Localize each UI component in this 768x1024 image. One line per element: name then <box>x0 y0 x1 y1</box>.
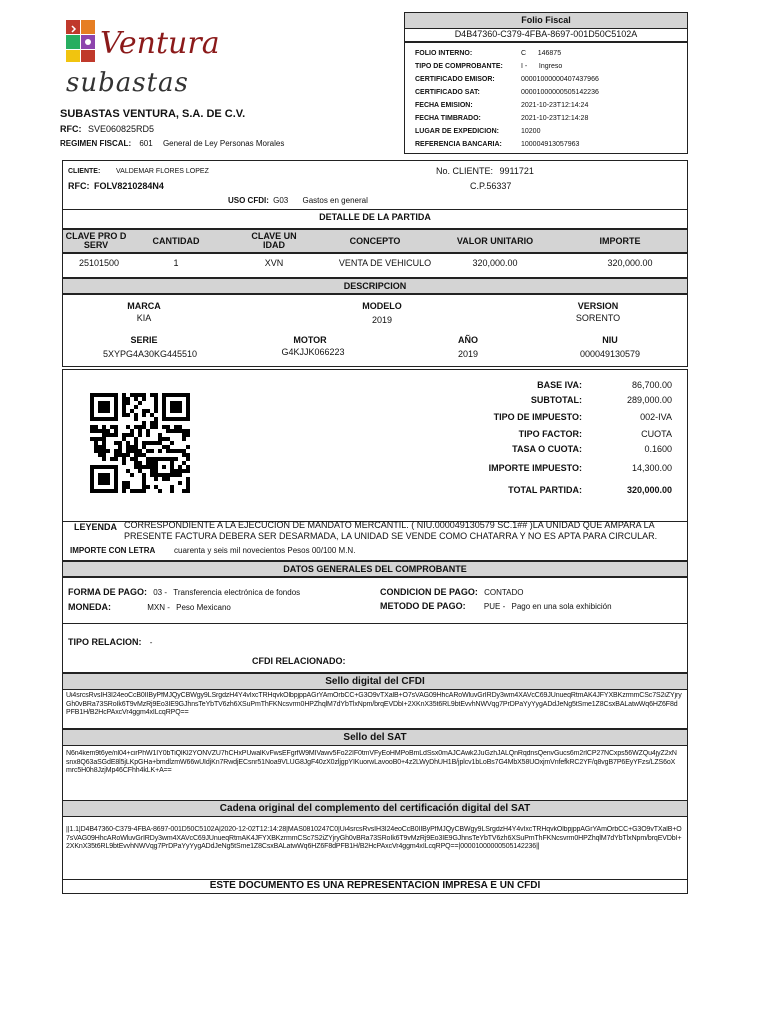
motor-value: G4KJJK066223 <box>281 347 345 357</box>
client-no <box>436 166 534 176</box>
forma-pago-code: 03 - <box>153 588 168 597</box>
folio-row-value: I - Ingreso <box>521 63 563 70</box>
metodo-pago-code: PUE - <box>483 602 506 611</box>
sello-sat-text: N6n4kem9t6ye/nl04+cirPhW1IY0bTiQlKl2YONVZU7hCHxPUwalKvFwsEFgrfW9MIVawv5Fo22IF0tmVFyEoHMPoBmLdSsx0mAJCAwk2JuGzhJALQnRqdnsQenvGucs6m2rlCP27NCxps56WZQu4jyZ2xNsnx8Q63aSGdE8l5jLKpGHa+bmdlzmW66wUIdjKn7RwdjECsnr51Noa9VLUG8JgF40zX0zljgpYIKuorwLavooB0+4z2LWyDhUH1B/jplcv1bLoBs7G4MbX58UOxjmVnfefkRC2YF/q8vgB7P6EyYFzs/LZS6oXmrc5H0h8JzjMp46CFhh4kLK+A== <box>66 750 677 774</box>
detalle-cell-importe: 320,000.00 <box>607 258 653 268</box>
tipo-relacion <box>68 637 152 647</box>
totals-label: TASA O CUOTA: <box>512 444 582 454</box>
totals-label: BASE IVA: <box>537 380 582 390</box>
detalle-cell-valor: 320,000.00 <box>472 258 518 268</box>
version-value: SORENTO <box>575 313 621 323</box>
folio-row-label: REFERENCIA BANCARIA: <box>415 141 502 148</box>
anio-value: 2019 <box>457 349 479 359</box>
condicion-pago <box>380 587 523 597</box>
logo-sub: subastas <box>66 68 189 98</box>
uso-cfdi-label: USO CFDI: <box>228 196 269 205</box>
folio-row <box>415 125 683 138</box>
rfc-value: SVE060825RD5 <box>88 124 155 134</box>
folio-row-value: 100004913057963 <box>521 141 580 148</box>
folio-row-label: TIPO DE COMPROBANTE: <box>415 63 503 70</box>
totals-value: CUOTA <box>641 429 672 439</box>
qr-code-icon <box>90 393 190 493</box>
moneda <box>68 602 231 612</box>
folio-row-label: LUGAR DE EXPEDICION: <box>415 128 500 135</box>
folio-row <box>415 86 683 99</box>
sello-cfdi-text: Ui4srcsRvsIH3I24eoCcB0IIByPfMJQyCBWgy9LSrgdzH4Y4vIxcTRHqvkOlbpjppAGrYAmOrbCC+G3O9vTXalB+O7sVAG09HhcARoWluvGrIRDy3wm4XAVcC69JUnueqRtmAK4JFYXBKzrmmCSc7S2iZYjryGh0vBRa73SRoIk6T9vMzRj9Eo3IE9GJhnsTeYbTV6zh6XSuPmThFKNcsvrm0HPZhqlM7dYbTlxNpm/brqEVDbI+2XKnX35t6RL9btEvvhNWVqg7PrDPaYyYygADdJeNg5tSme1Z8CsxBALatwWq6HZ6F8dPFB1H/B2HcPAxcVr4ggm4xILcqRPQ== <box>66 692 682 716</box>
tipo-relacion-value: - <box>149 638 153 647</box>
sello-cfdi-title: Sello digital del CFDI <box>62 673 688 690</box>
detalle-header-concepto: CONCEPTO <box>349 236 401 246</box>
uso-cfdi-code: G03 <box>273 196 289 205</box>
client-no-label: No. CLIENTE: <box>436 166 494 176</box>
issuer-name: SUBASTAS VENTURA, S.A. DE C.V. <box>60 108 246 120</box>
folio-row <box>415 73 683 86</box>
modelo-value: 2019 <box>371 315 393 325</box>
folio-row <box>415 112 683 125</box>
folio-row-value: 2021-10-23T12:14:28 <box>521 115 589 122</box>
metodo-pago-label: METODO DE PAGO: <box>380 601 466 611</box>
detalle-header-importe: IMPORTE <box>599 236 641 246</box>
issuer-regimen <box>60 139 284 148</box>
totals-label: TIPO FACTOR: <box>518 429 582 439</box>
cfdi-relacionado-label: CFDI RELACIONADO: <box>252 656 346 666</box>
client-rfc-value: FOLV8210284N4 <box>94 181 164 191</box>
folio-row <box>415 99 683 112</box>
importe-letra-label: IMPORTE CON LETRA <box>70 546 156 555</box>
detalle-header-clave: CLAVE PRO D SERV <box>65 231 127 250</box>
metodo-pago <box>380 601 612 611</box>
generales-title: DATOS GENERALES DEL COMPROBANTE <box>62 561 688 577</box>
niu-value: 000049130579 <box>579 349 641 359</box>
footer-banner: ESTE DOCUMENTO ES UNA REPRESENTACION IMPRESA E UN CFDI <box>62 879 688 894</box>
leyenda-line2: PRESENTE FACTURA DEBERA SER DESARMADA, LA UNIDAD SE VENDE COMO CHATARRA Y NO ES APTA PARA CIRCULAR. <box>124 531 658 541</box>
relacion-section <box>62 623 688 673</box>
totals-value: 14,300.00 <box>631 463 672 473</box>
totals-value: 320,000.00 <box>626 485 672 495</box>
logo-brand: Ventura <box>100 26 220 61</box>
folio-row-label: FECHA EMISION: <box>415 102 473 109</box>
marca-label: MARCA <box>127 301 161 311</box>
folio-fiscal-title: Folio Fiscal <box>404 12 688 29</box>
forma-pago-label: FORMA DE PAGO: <box>68 587 147 597</box>
folio-row-label: CERTIFICADO EMISOR: <box>415 76 495 83</box>
client-rfc-label: RFC: <box>68 181 90 191</box>
condicion-pago-value: CONTADO <box>484 588 524 597</box>
detalle-header-cantidad: CANTIDAD <box>152 236 200 246</box>
detalle-header-claveun: CLAVE UN IDAD <box>251 231 297 250</box>
version-label: VERSION <box>577 301 619 311</box>
condicion-pago-label: CONDICION DE PAGO: <box>380 587 478 597</box>
client-label: CLIENTE: <box>68 168 101 175</box>
detalle-cell-cantidad: 1 <box>173 258 179 268</box>
folio-row <box>415 138 683 151</box>
motor-label: MOTOR <box>293 335 327 345</box>
tipo-relacion-label: TIPO RELACION: <box>68 637 142 647</box>
client-cp: C.P.56337 <box>470 181 512 191</box>
detalle-cell-clave: 25101500 <box>78 258 120 268</box>
totals-label: IMPORTE IMPUESTO: <box>488 463 582 473</box>
serie-value: 5XYPG4A30KG445510 <box>102 349 198 359</box>
folio-row <box>415 60 683 73</box>
folio-row-label: FECHA TIMBRADO: <box>415 115 481 122</box>
folio-row-label: CERTIFICADO SAT: <box>415 89 480 96</box>
totals-label: TOTAL PARTIDA: <box>508 485 582 495</box>
regimen-desc: General de Ley Personas Morales <box>162 139 285 148</box>
serie-label: SERIE <box>130 335 158 345</box>
totals-value: 86,700.00 <box>631 380 672 390</box>
folio-uuid: D4B47360-C379-4FBA-8697-001D50C5102A <box>404 28 688 42</box>
regimen-label: REGIMEN FISCAL: <box>60 139 132 148</box>
forma-pago-desc: Transferencia electrónica de fondos <box>173 588 301 597</box>
detalle-cell-claveun: XVN <box>264 258 284 268</box>
folio-row <box>415 47 683 60</box>
uso-cfdi-desc: Gastos en general <box>302 196 368 205</box>
totals-label: SUBTOTAL: <box>530 395 582 405</box>
client-no-value: 9911721 <box>499 166 534 176</box>
detalle-title: DETALLE DE LA PARTIDA <box>62 209 688 229</box>
client-rfc <box>68 181 164 191</box>
sello-sat-title: Sello del SAT <box>62 729 688 746</box>
modelo-label: MODELO <box>362 301 402 311</box>
forma-pago <box>68 587 300 597</box>
folio-row-value: 10200 <box>521 128 541 135</box>
folio-row-value: 00001000000407437966 <box>521 76 599 83</box>
leyenda-line1: CORRESPONDIENTE A LA EJECUCION DE MANDATO MERCANTIL. ( NIU.000049130579 SC.1## )LA UNIDAD QUE AMPARA LA <box>124 520 655 530</box>
rfc-label: RFC: <box>60 124 82 134</box>
detalle-cell-concepto: VENTA DE VEHICULO <box>338 258 432 268</box>
metodo-pago-desc: Pago en una sola exhibición <box>511 602 612 611</box>
totals-label: TIPO DE IMPUESTO: <box>493 412 582 422</box>
moneda-code: MXN - <box>147 603 170 612</box>
regimen-code: 601 <box>139 139 153 148</box>
folio-details <box>404 42 688 154</box>
cadena-title: Cadena original del complemento del certificación digital del SAT <box>62 800 688 817</box>
issuer-rfc <box>60 124 154 134</box>
descripcion-title: DESCRIPCION <box>62 278 688 294</box>
folio-row-value: C 146875 <box>521 50 562 57</box>
importe-letra-value: cuarenta y seis mil novecientos Pesos 00/100 M.N. <box>174 546 356 555</box>
anio-label: AÑO <box>458 335 478 345</box>
folio-row-value: 2021-10-23T12:14:24 <box>521 102 589 109</box>
client-uso-cfdi <box>228 196 368 205</box>
folio-row-value: 00001000000505142236 <box>521 89 599 96</box>
niu-label: NIU <box>602 335 618 345</box>
totals-value: 002-IVA <box>640 412 672 422</box>
moneda-label: MONEDA: <box>68 602 111 612</box>
totals-value: 0.1600 <box>644 444 672 454</box>
folio-row-label: FOLIO INTERNO: <box>415 50 473 57</box>
moneda-desc: Peso Mexicano <box>176 603 231 612</box>
client-name: VALDEMAR FLORES LOPEZ <box>116 168 209 175</box>
leyenda-label: LEYENDA <box>74 522 118 532</box>
totals-value: 289,000.00 <box>626 395 672 405</box>
marca-value: KIA <box>136 313 152 323</box>
cadena-text: ||1.1|D4B47360-C379-4FBA-8697-001D50C5102A|2020-12-02T12:14:28|MAS0810247C0|Ui4srcsRvsIH3I24eoCcB0IIByPfMJQyCBWgy9LSrgdzH4Y4vIxcTRHqvkOlbpjppAGrYAmOrbCC+G3O9vTXalB+O7sVAG09HhcARoWluvGrIRDy3wm4XAVcC69JUnueqRtmAK4JFYXBKzrmmCSc7S2iZYjryGh0vBRa73SRoIk6T9vMzRj9Eo3IE9GJhnsTeYbTV6zh6XSuPmThFKNcsvrm0HPZhqlM7dYbTlxNpm/brqEVDbI+2XKnX35t6RL9btEvvhNWVqg7PrDPaYyYygADdJeNg5tSme1Z8CsxBALatwWq6HZ6F8dPFB1H/B2HcPAxcVr4ggm4xILcqRPQ==|00001000000505142236|| <box>66 826 682 850</box>
detalle-header-valor: VALOR UNITARIO <box>456 236 534 246</box>
folio-table <box>415 47 683 151</box>
